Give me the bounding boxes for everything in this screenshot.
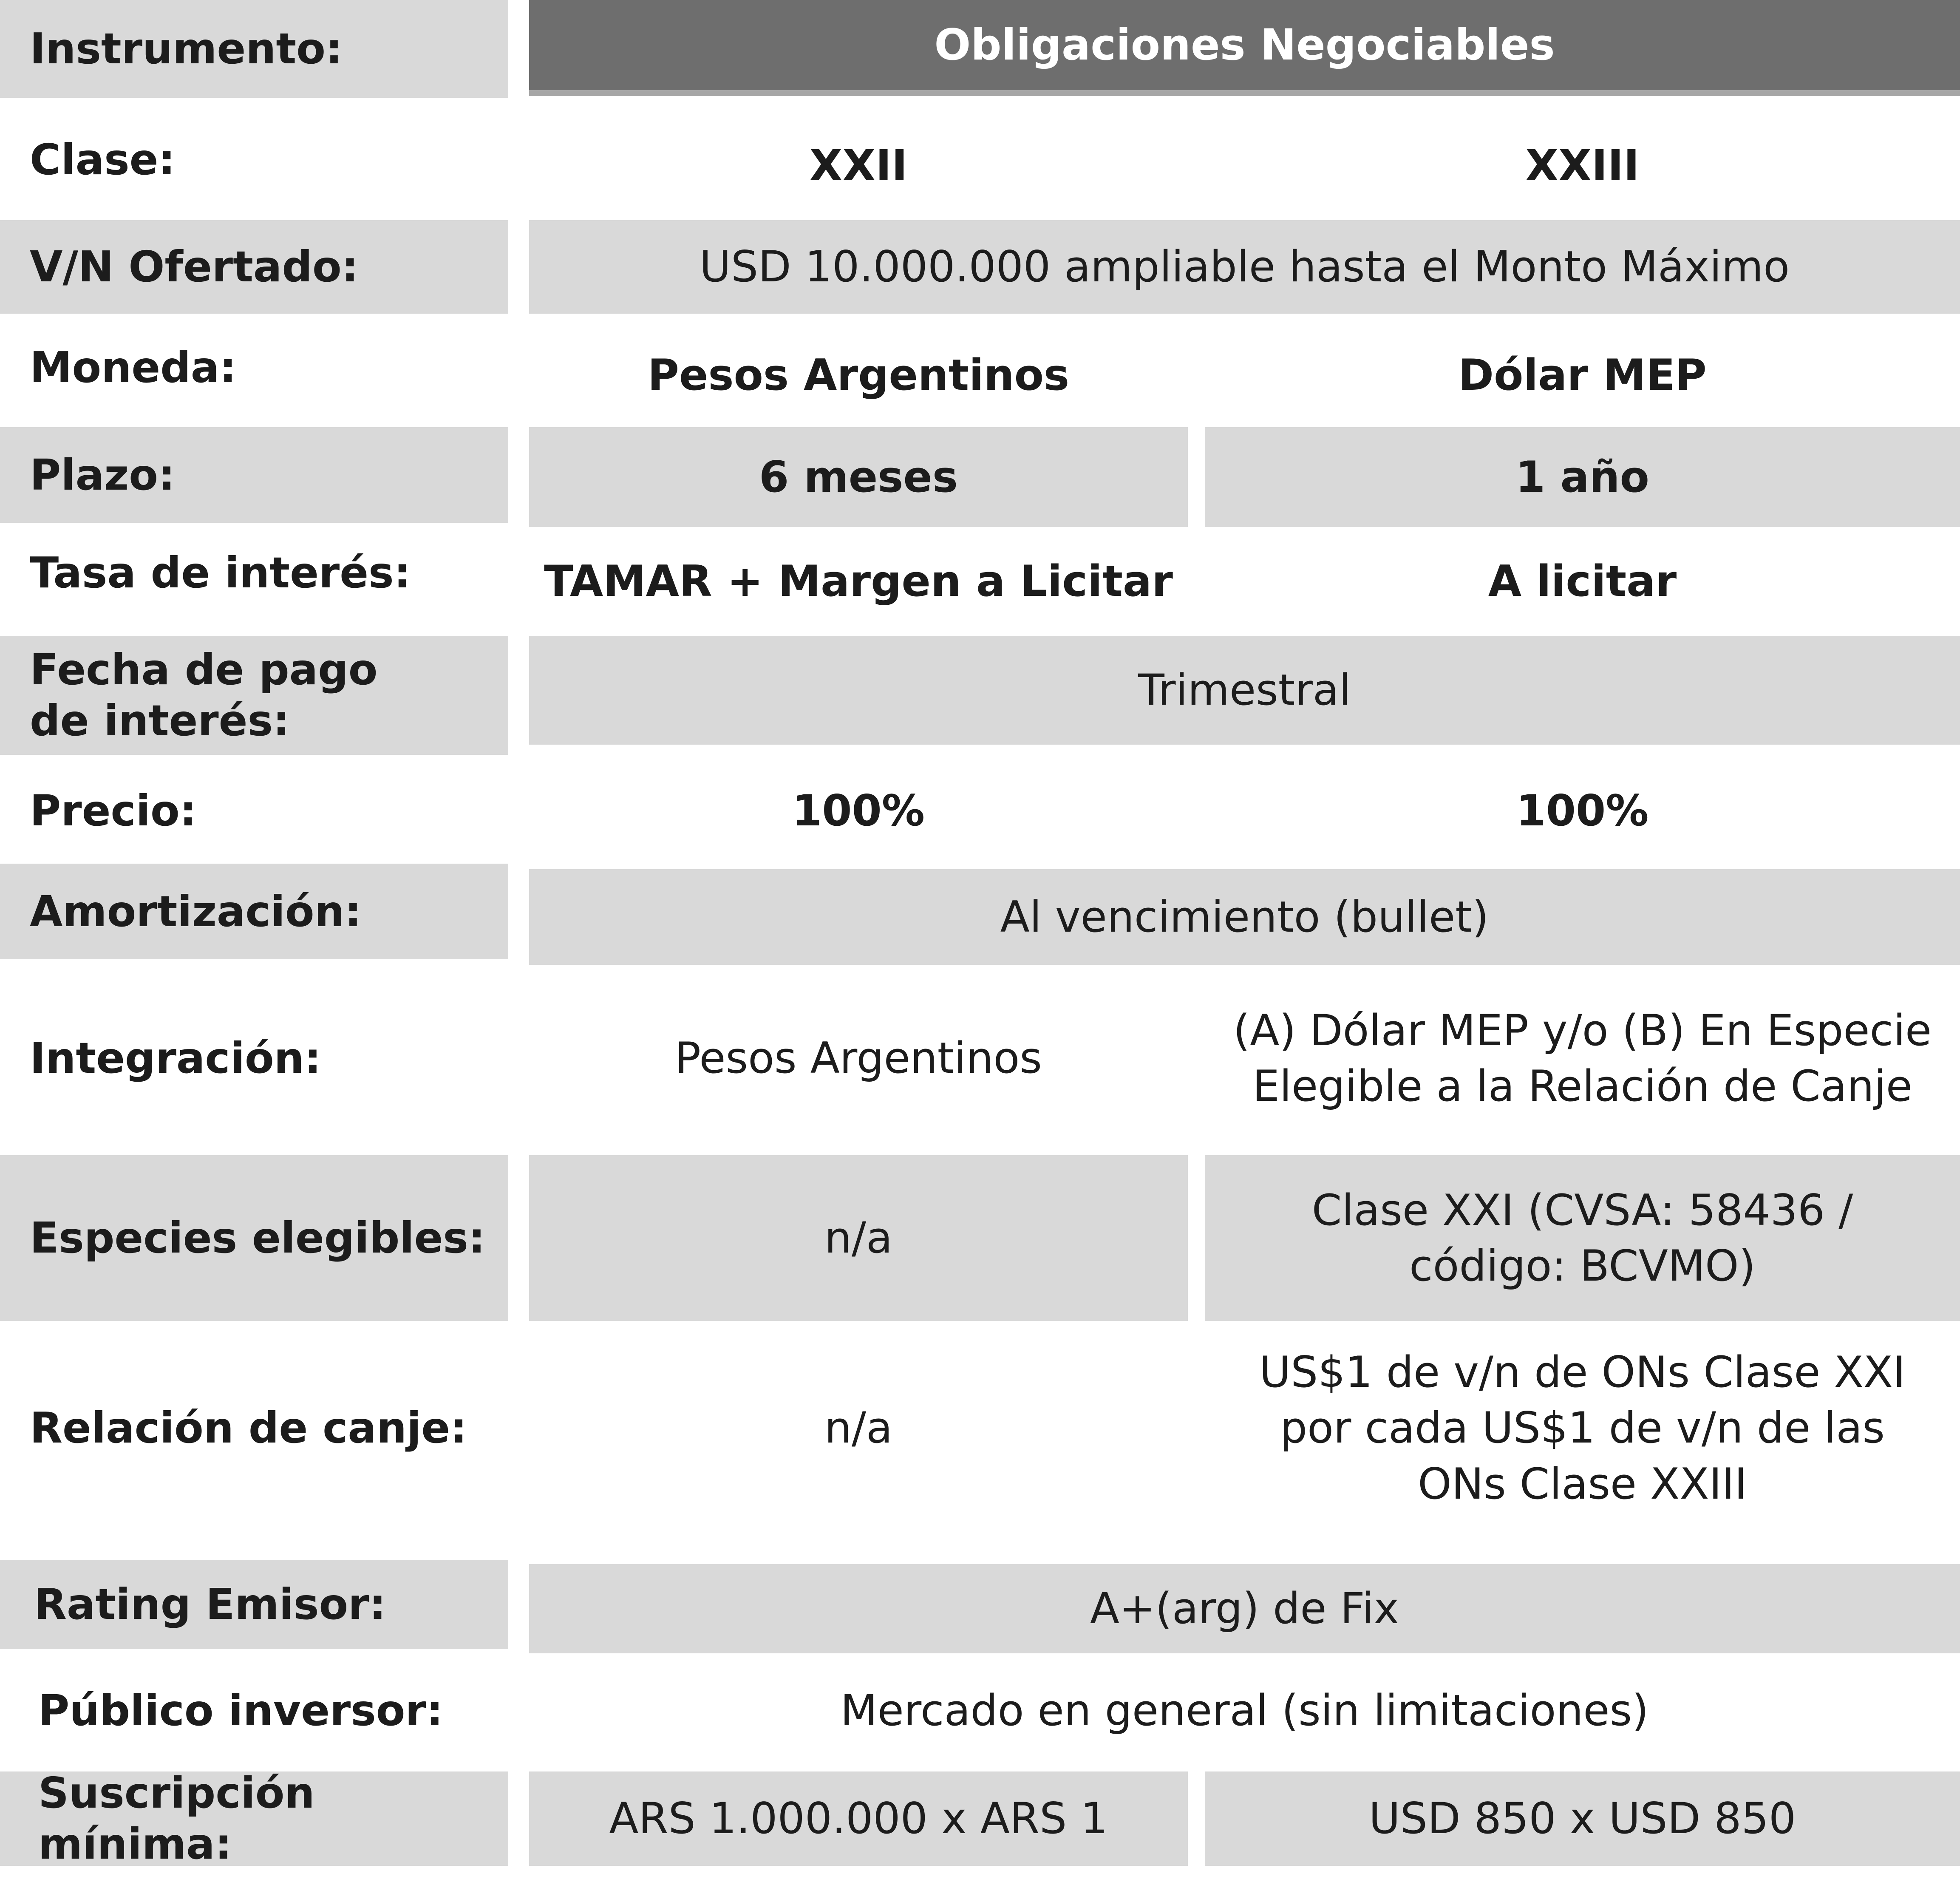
relacion-xxii: n/a xyxy=(824,1403,892,1453)
label-rating: Rating Emisor: xyxy=(0,1560,508,1649)
label-fecha-pago: Fecha de pago de interés: xyxy=(0,636,508,755)
label-vn-ofertado: V/N Ofertado: xyxy=(0,220,508,314)
label-plazo: Plazo: xyxy=(0,427,508,523)
moneda-xxiii: Dólar MEP xyxy=(1458,349,1707,400)
label-amortizacion: Amortización: xyxy=(0,864,508,959)
label-suscripcion: Suscripción mínima: xyxy=(0,1771,508,1866)
plazo-xxii: 6 meses xyxy=(529,427,1188,527)
integracion-xxiii: (A) Dólar MEP y/o (B) En Especie Elegible a la Relación de Canje xyxy=(1233,1005,1932,1111)
label-integracion: Integración: xyxy=(30,1033,321,1083)
tasa-xxiii: A licitar xyxy=(1488,556,1677,607)
label-instrumento: Instrumento: xyxy=(0,0,508,98)
integracion-xxii: Pesos Argentinos xyxy=(675,1033,1042,1083)
header-instrumento-value: Obligaciones Negociables xyxy=(529,0,1960,96)
suscripcion-xxii: ARS 1.000.000 x ARS 1 xyxy=(529,1771,1188,1866)
amortizacion-value: Al vencimiento (bullet) xyxy=(529,869,1960,965)
rating-value: A+(arg) de Fix xyxy=(529,1564,1960,1653)
publico-value: Mercado en general (sin limitaciones) xyxy=(840,1685,1649,1736)
relacion-xxiii: US$1 de v/n de ONs Clase XXI por cada US$1 de v/n de las ONs Clase XXIII xyxy=(1259,1347,1906,1509)
label-relacion: Relación de canje: xyxy=(30,1403,467,1453)
label-tasa: Tasa de interés: xyxy=(30,548,411,598)
especies-xxii: n/a xyxy=(529,1155,1188,1321)
plazo-xxiii: 1 año xyxy=(1205,427,1960,527)
fecha-pago-value: Trimestral xyxy=(529,636,1960,745)
precio-xxiii: 100% xyxy=(1516,785,1649,836)
label-moneda: Moneda: xyxy=(30,342,237,392)
clase-xxiii: XXIII xyxy=(1525,140,1640,191)
clase-xxii: XXII xyxy=(809,140,908,191)
vn-ofertado-value: USD 10.000.000 ampliable hasta el Monto Máximo xyxy=(529,220,1960,314)
precio-xxii: 100% xyxy=(792,785,925,836)
suscripcion-xxiii: USD 850 x USD 850 xyxy=(1205,1771,1960,1866)
label-clase: Clase: xyxy=(30,135,176,184)
especies-xxiii: Clase XXI (CVSA: 58436 / código: BCVMO) xyxy=(1205,1155,1960,1321)
label-especies: Especies elegibles: xyxy=(0,1155,508,1321)
label-publico: Público inversor: xyxy=(38,1686,443,1735)
label-precio: Precio: xyxy=(30,786,197,836)
tasa-xxii: TAMAR + Margen a Licitar xyxy=(544,556,1173,607)
moneda-xxii: Pesos Argentinos xyxy=(647,349,1070,400)
